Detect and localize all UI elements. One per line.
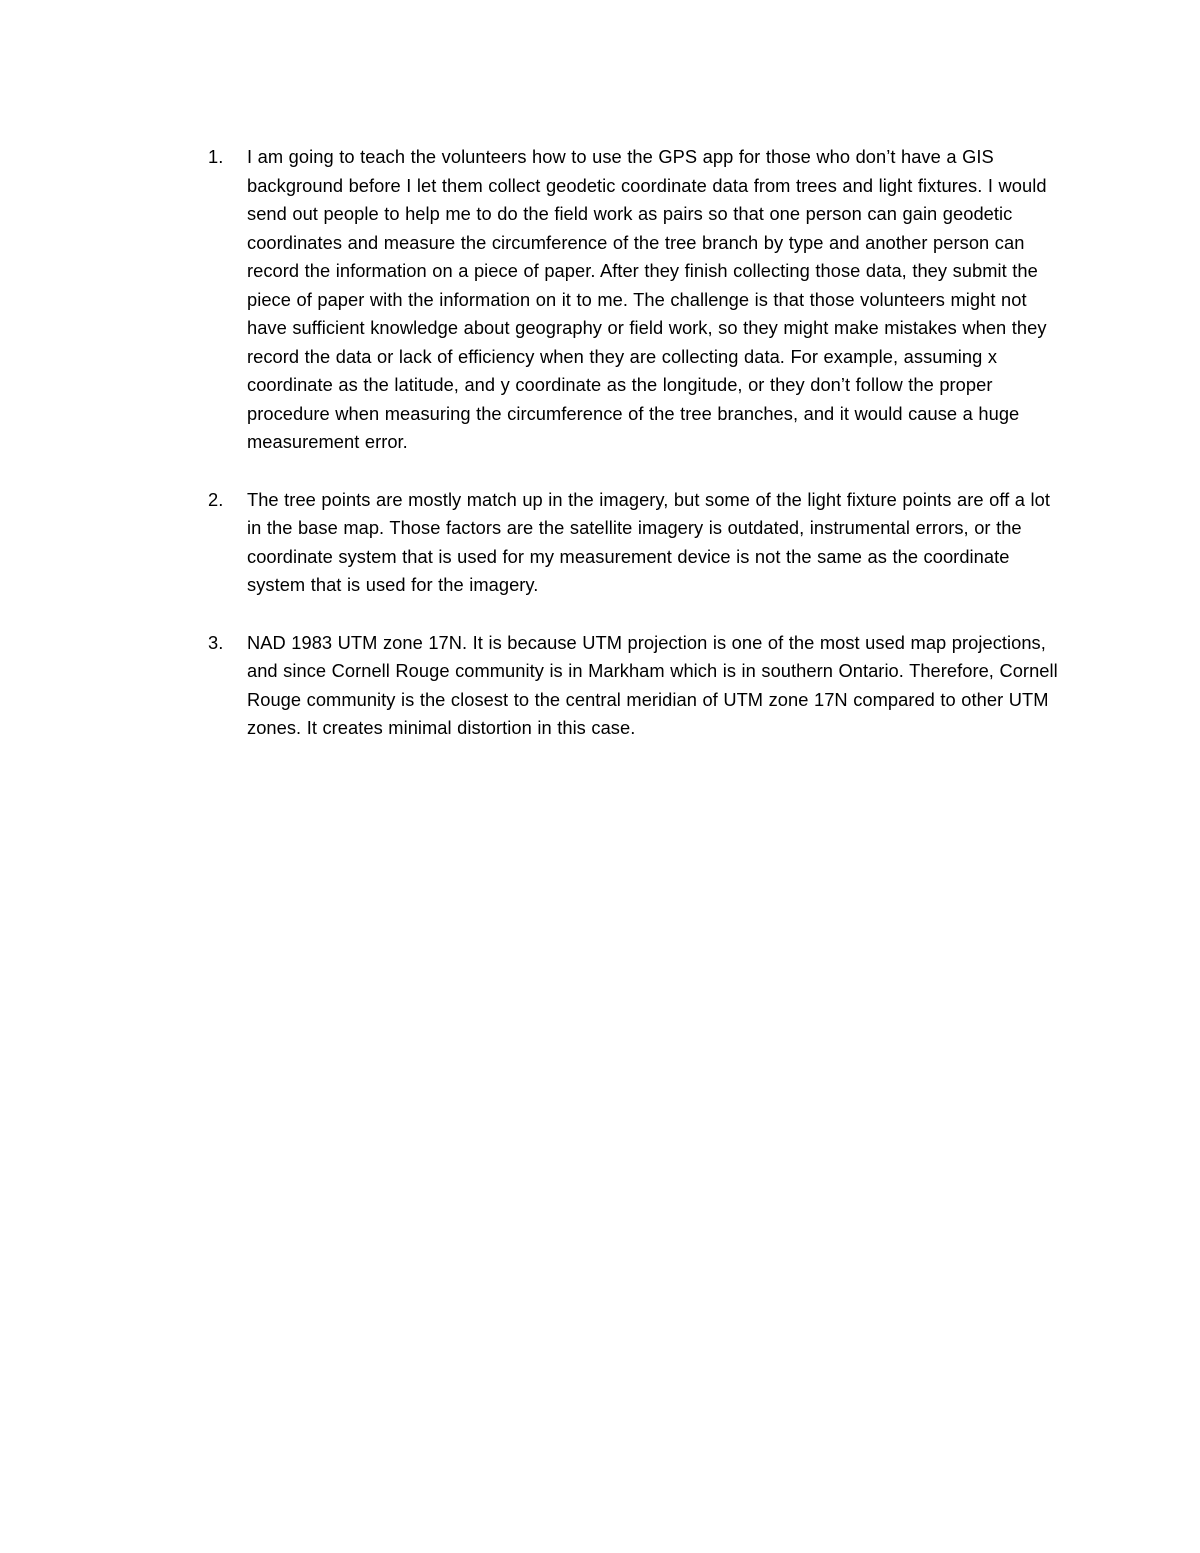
answer-item-1	[208, 143, 1068, 457]
answer-item-3	[208, 629, 1068, 743]
answer-number: 2.	[208, 488, 224, 510]
answer-number: 1.	[208, 146, 224, 167]
answer-text: I am going to teach the volunteers how to use the GPS app for those who don’t have a GIS background before I let them collect geodetic coordinate data from trees and light fixtures. I would send out people to help me to do the field work as pairs so that one person can gain geodetic coordinates and measure the circumference of the tree branch by type and another person can record the information on a piece of paper. After they finish collecting those data, they submit the piece of paper with the information on it to me. The challenge is that those volunteers might not have sufficient knowledge about geography or field work, so they might make mistakes when they record the data or lack of efficiency when they are collecting data. For example, assuming x coordinate as the latitude, and y coordinate as the longitude, or they don’t follow the proper procedure when measuring the circumference of the tree branches, and it would cause a huge measurement error.	[247, 146, 1047, 452]
answer-text: The tree points are mostly match up in the imagery, but some of the light fixture points are off a lot in the base map. Those factors are the satellite imagery is outdated, instrumental errors, or the coordinate system that is used for my measurement device is not the same as the coordinate system that is used for the imagery.	[247, 488, 1050, 595]
answer-number: 3.	[208, 631, 224, 653]
answer-text: NAD 1983 UTM zone 17N. It is because UTM projection is one of the most used map projections, and since Cornell Rouge community is in Markham which is in southern Ontario. Therefore, Cornell Rouge community is the closest to the central meridian of UTM zone 17N compared to other UTM zones. It creates minimal distortion in this case.	[247, 631, 1058, 738]
answer-item-2	[208, 486, 1068, 600]
answer-list	[208, 143, 1068, 772]
